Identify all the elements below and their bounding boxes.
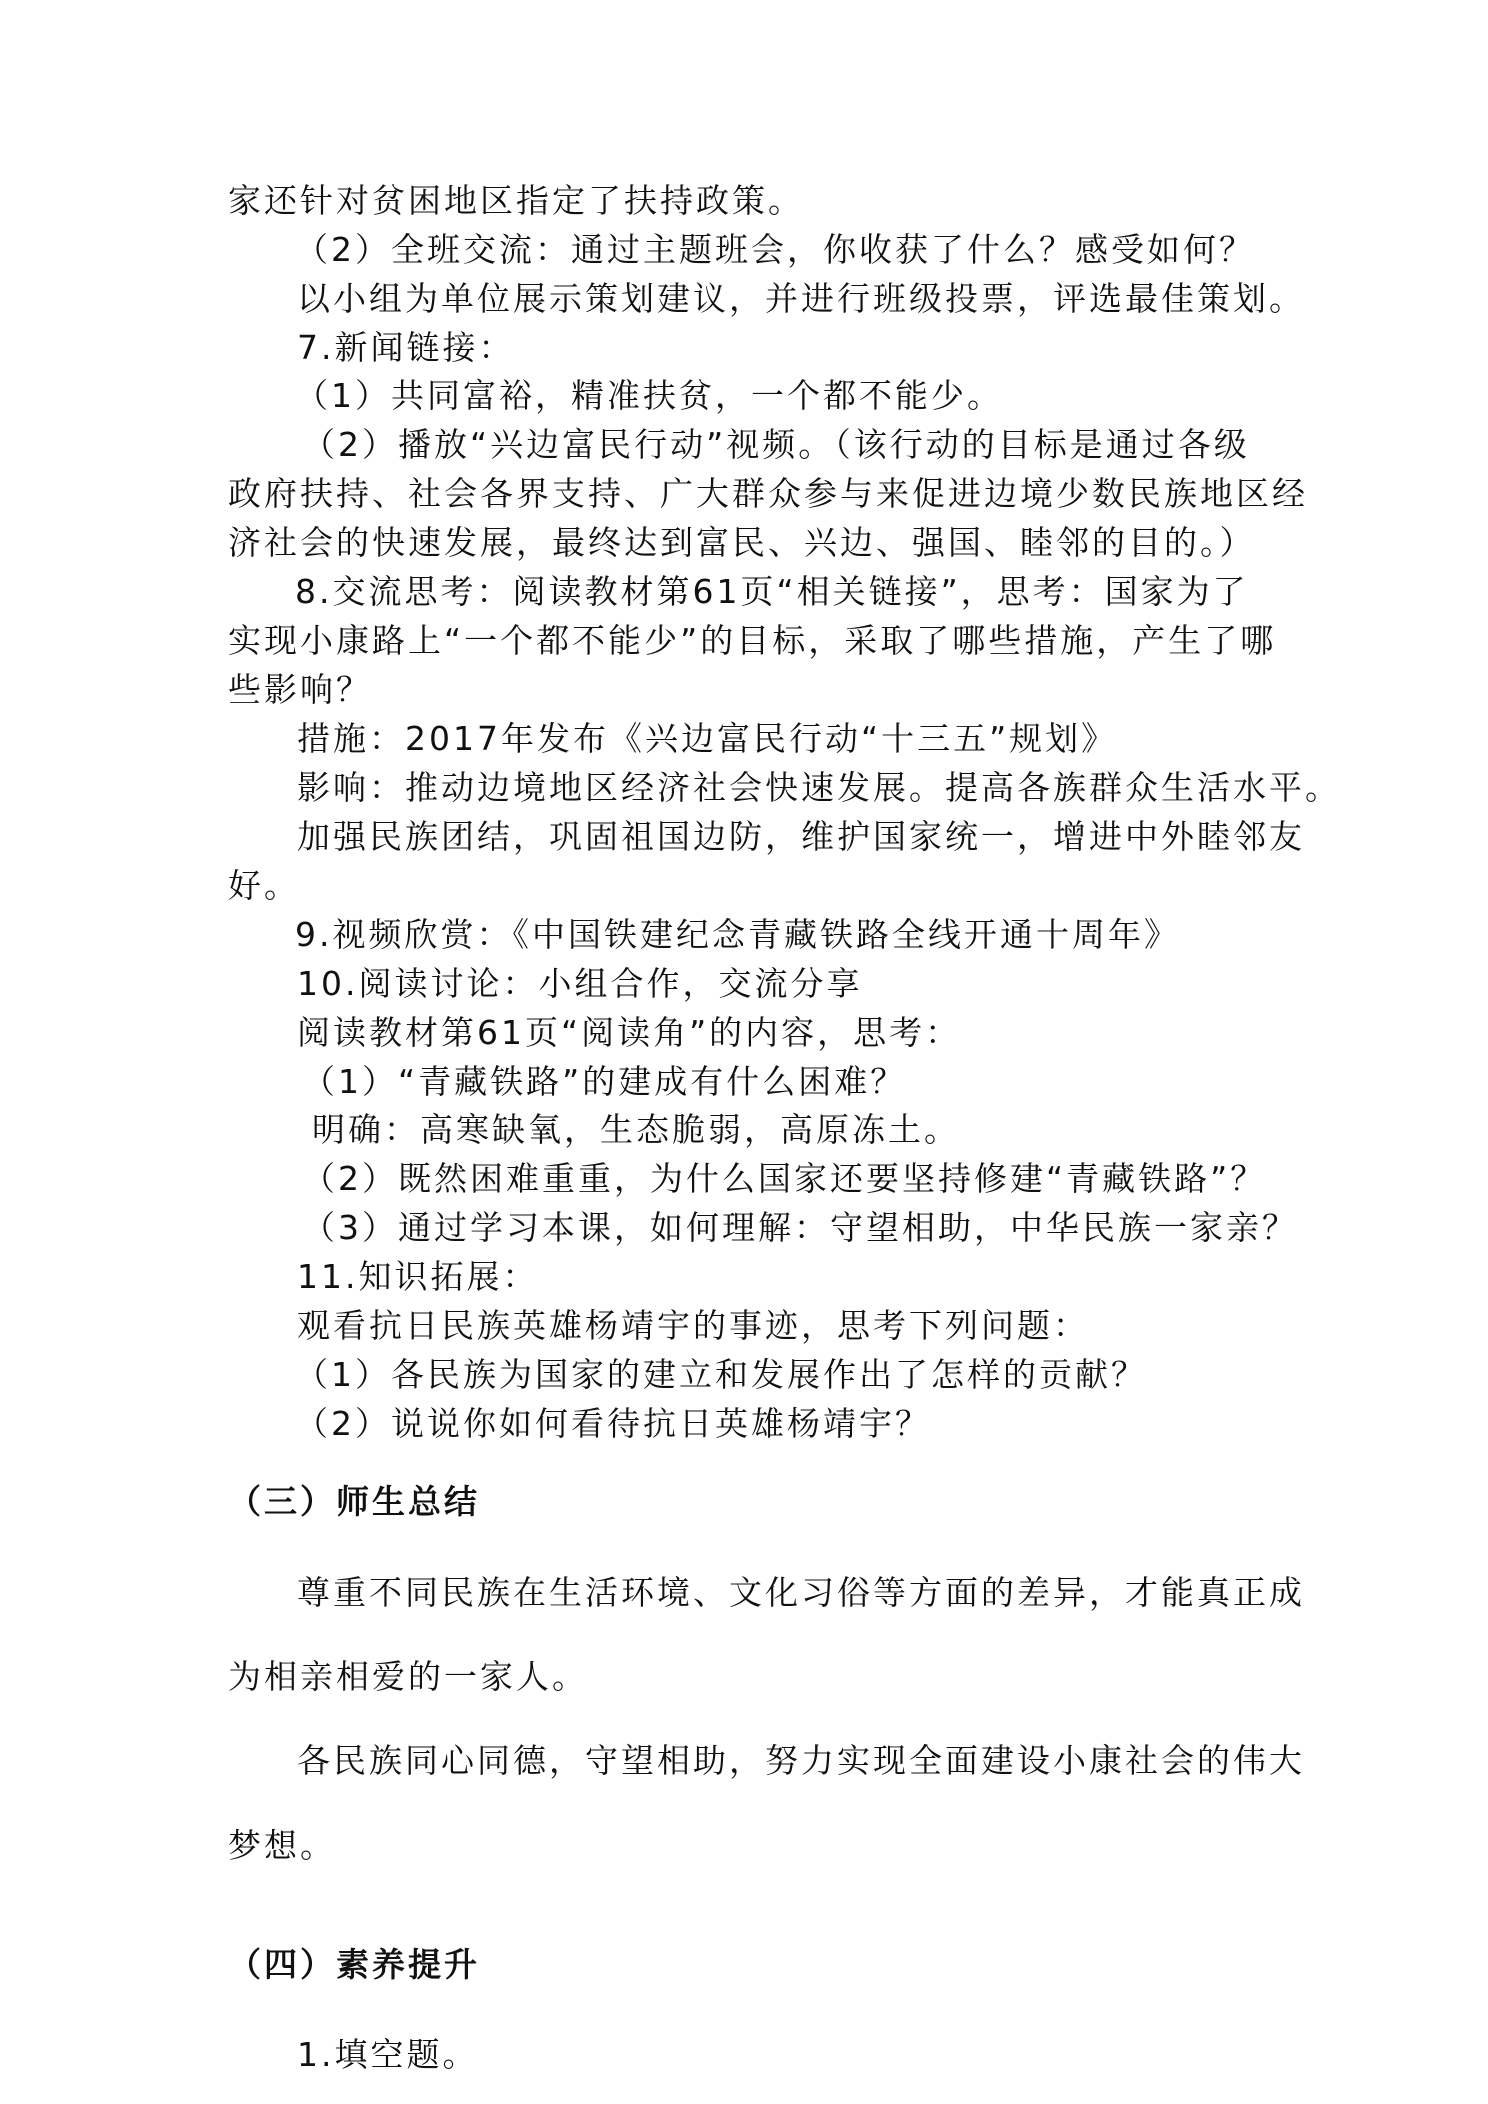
- text-line: 梦想。: [228, 1826, 336, 1865]
- text-line: 明确：高寒缺氧，生态脆弱，高原冻土。: [312, 1110, 960, 1149]
- text-line: 尊重不同民族在生活环境、文化习俗等方面的差异，才能真正成: [297, 1573, 1305, 1612]
- text-line: （3）通过学习本课，如何理解：守望相助，中华民族一家亲？: [302, 1208, 1298, 1247]
- text-line: 8.交流思考：阅读教材第61页“相关链接”，思考：国家为了: [295, 572, 1249, 611]
- text-line: 10.阅读讨论：小组合作，交流分享: [297, 964, 863, 1003]
- text-line: 9.视频欣赏：《中国铁建纪念青藏铁路全线开通十周年》: [295, 915, 1180, 954]
- section-heading: （三）师生总结: [228, 1482, 480, 1521]
- text-line: 7.新闻链接：: [297, 328, 515, 367]
- text-line: 家还针对贫困地区指定了扶持政策。: [228, 181, 804, 220]
- text-line: 1.填空题。: [297, 2035, 479, 2074]
- text-line: （2）全班交流：通过主题班会，你收获了什么？感受如何？: [295, 230, 1255, 269]
- text-line: 各民族同心同德，守望相助，努力实现全面建设小康社会的伟大: [297, 1741, 1305, 1780]
- text-line: 好。: [228, 866, 300, 905]
- text-line: （2）说说你如何看待抗日英雄杨靖宇？: [295, 1404, 931, 1443]
- text-line: 影响：推动边境地区经济社会快速发展。提高各族群众生活水平。: [297, 768, 1341, 807]
- text-line: 实现小康路上“一个都不能少”的目标，采取了哪些措施，产生了哪: [228, 621, 1277, 660]
- text-line: 观看抗日民族英雄杨靖宇的事迹，思考下列问题：: [297, 1306, 1089, 1345]
- text-line: 政府扶持、社会各界支持、广大群众参与来促进边境少数民族地区经: [228, 474, 1308, 513]
- text-line: 些影响？: [228, 670, 372, 709]
- section-heading: （四）素养提升: [228, 1945, 480, 1984]
- text-line: 为相亲相爱的一家人。: [228, 1657, 588, 1696]
- text-line: （1）各民族为国家的建立和发展作出了怎样的贡献？: [295, 1355, 1147, 1394]
- text-line: 济社会的快速发展，最终达到富民、兴边、强国、睦邻的目的。）: [228, 523, 1256, 562]
- text-line: （1）“青藏铁路”的建成有什么困难？: [302, 1062, 907, 1101]
- text-line: 加强民族团结，巩固祖国边防，维护国家统一，增进中外睦邻友: [297, 817, 1305, 856]
- text-line: （2）播放“兴边富民行动”视频。（该行动的目标是通过各级: [302, 425, 1250, 464]
- text-line: （1）共同富裕，精准扶贫，一个都不能少。: [295, 376, 1003, 415]
- text-line: 阅读教材第61页“阅读角”的内容，思考：: [297, 1013, 962, 1052]
- text-line: 措施：2017年发布《兴边富民行动“十三五”规划》: [297, 719, 1118, 758]
- text-line: （2）既然困难重重，为什么国家还要坚持修建“青藏铁路”？: [302, 1159, 1267, 1198]
- text-line: 11.知识拓展：: [297, 1257, 539, 1296]
- text-line: 以小组为单位展示策划建议，并进行班级投票，评选最佳策划。: [297, 279, 1305, 318]
